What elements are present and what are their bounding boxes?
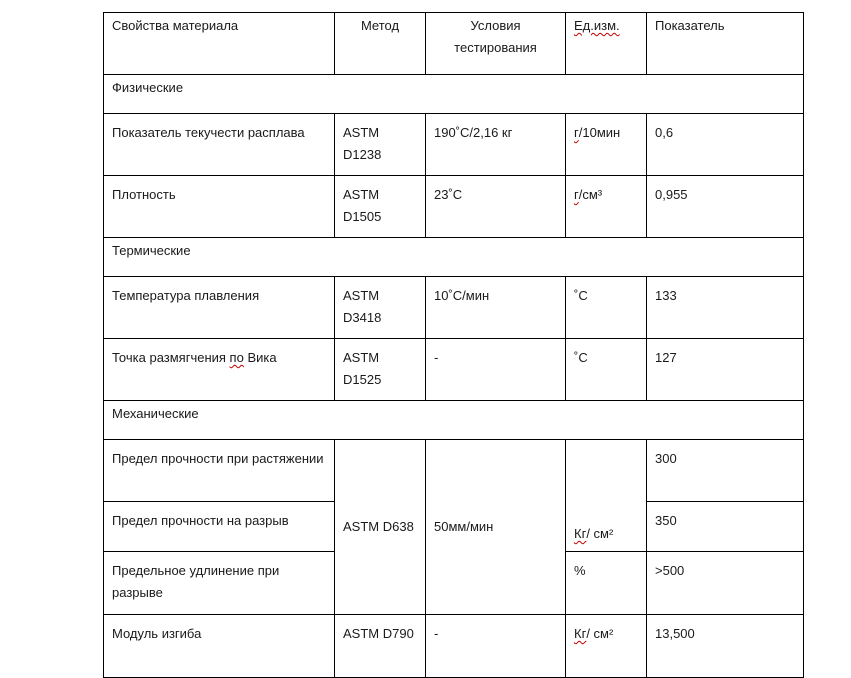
table-row (104, 615, 804, 678)
cell-unit: ˚С (566, 339, 647, 401)
cell-value: 300 (647, 440, 804, 502)
unit-rest: / см² (586, 526, 614, 541)
cell-conditions: 10˚С/мин (426, 277, 566, 339)
unit-word: г (574, 125, 579, 140)
cell-unit (566, 114, 647, 176)
cell-value: 127 (647, 339, 804, 401)
table-row (104, 440, 804, 502)
cell-property: Предел прочности на разрыв (104, 502, 335, 552)
cell-value: 133 (647, 277, 804, 339)
cell-value: 350 (647, 502, 804, 552)
cell-property: Предельное удлинение при разрыве (104, 552, 335, 615)
header-value: Показатель (647, 13, 804, 75)
table-row (104, 277, 804, 339)
cell-value: 0,955 (647, 176, 804, 238)
unit-word: г (574, 187, 579, 202)
cell-unit (566, 615, 647, 678)
unit-word: Кг (574, 526, 587, 541)
cell-property: Модуль изгиба (104, 615, 335, 678)
cell-conditions: 23˚С (426, 176, 566, 238)
header-conditions: Условия тестирования (426, 13, 566, 75)
table-row (104, 114, 804, 176)
header-row (104, 13, 804, 75)
cell-method-merged: ASTM D638 (335, 440, 426, 615)
cell-property: Показатель текучести расплава (104, 114, 335, 176)
section-thermal: Термические (104, 238, 804, 277)
table-row (104, 176, 804, 238)
table-row (104, 339, 804, 401)
cell-property (104, 339, 335, 401)
section-row-physical (104, 75, 804, 114)
cell-value: 13,500 (647, 615, 804, 678)
section-physical: Физические (104, 75, 804, 114)
unit-rest: / см² (586, 626, 614, 641)
unit-word: Кг (574, 626, 587, 641)
header-property: Свойства материала (104, 13, 335, 75)
cell-property: Температура плавления (104, 277, 335, 339)
cell-conditions: - (426, 339, 566, 401)
cell-method: ASTM D1525 (335, 339, 426, 401)
unit-rest: /см³ (578, 187, 603, 202)
unit-rest: /10мин (578, 125, 621, 140)
header-unit (566, 13, 647, 75)
cell-value: 0,6 (647, 114, 804, 176)
cell-unit-merged (566, 440, 647, 552)
property-text: Вика (243, 350, 277, 365)
cell-unit (566, 176, 647, 238)
section-row-mechanical (104, 401, 804, 440)
header-unit-text: Ед.изм. (574, 18, 620, 33)
material-properties-table (103, 12, 804, 678)
cell-property: Предел прочности при растяжении (104, 440, 335, 502)
cell-unit: % (566, 552, 647, 615)
cell-method: ASTM D1505 (335, 176, 426, 238)
section-mechanical: Механические (104, 401, 804, 440)
cell-method: ASTM D790 (335, 615, 426, 678)
cell-conditions: - (426, 615, 566, 678)
header-method: Метод (335, 13, 426, 75)
cell-conditions: 190˚С/2,16 кг (426, 114, 566, 176)
cell-property: Плотность (104, 176, 335, 238)
property-text: Точка размягчения (112, 350, 230, 365)
property-marked-word: по (229, 350, 244, 365)
cell-method: ASTM D1238 (335, 114, 426, 176)
section-row-thermal (104, 238, 804, 277)
cell-conditions-merged: 50мм/мин (426, 440, 566, 615)
cell-value: >500 (647, 552, 804, 615)
cell-method: ASTM D3418 (335, 277, 426, 339)
cell-unit: ˚С (566, 277, 647, 339)
